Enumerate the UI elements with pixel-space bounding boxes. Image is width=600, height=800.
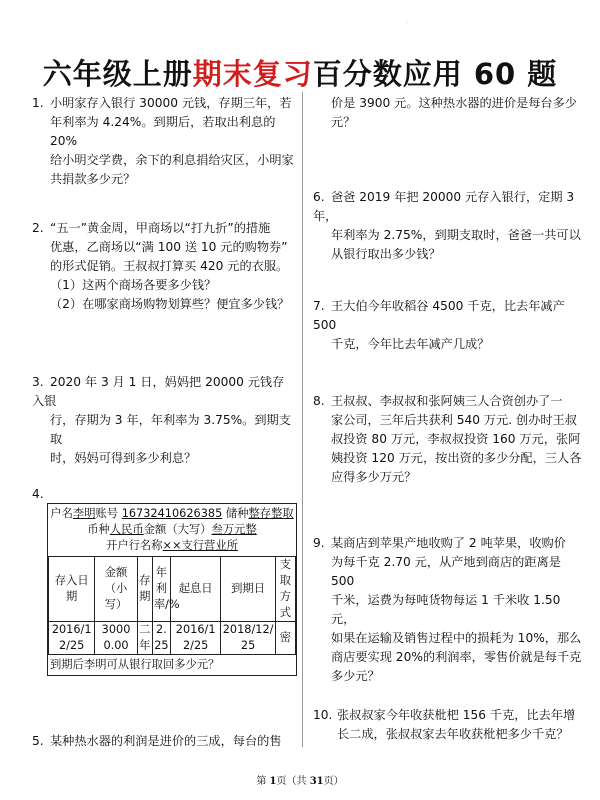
decorative-dot: · xyxy=(406,20,408,27)
currency: 人民币 xyxy=(109,523,144,536)
question-number: 9. xyxy=(313,536,325,550)
question-text: 时，妈妈可得到多少利息？ xyxy=(50,451,197,465)
question-text: “五一”黄金周，甲商场以“打九折”的措施 xyxy=(50,221,271,235)
bank-branch: ××支行营业所 xyxy=(162,539,238,552)
question-text: 年利率为 2.75%，到期支取时，爸爸一共可以 xyxy=(331,228,581,242)
question-number: 7. xyxy=(313,299,325,313)
column-header: 金额（小写） xyxy=(95,557,137,622)
account-holder: 李明 xyxy=(72,507,96,520)
question-number: 6. xyxy=(313,190,325,204)
table-cell: 2016/12/25 xyxy=(170,622,220,655)
question-text: 千米，运费为每吨货物每运 1 千米收 1.50 元， xyxy=(331,593,561,626)
question-text: 到期后李明可从银行取回多少元？ xyxy=(50,658,220,671)
question-5 xyxy=(32,732,294,751)
question-text: 2020 年 3 月 1 日，妈妈把 20000 元钱存入银 xyxy=(32,375,285,408)
question-text: 商店要实现 20%的利润率，零售价就是每千克 xyxy=(331,650,582,664)
table-row xyxy=(49,622,296,655)
question-text: 姨投资 120 万元，按出资的多少分配，三人各 xyxy=(331,451,582,465)
question-text: 张叔叔家今年收获枇杷 156 千克，比去年增 xyxy=(337,708,576,722)
question-text: 应得多少万元？ xyxy=(331,470,417,484)
column-header: 年利率/% xyxy=(152,557,170,622)
question-text: 价是 3900 元。这种热水器的进价是每台多少 xyxy=(331,96,577,110)
amount-uppercase: 叁万元整 xyxy=(211,523,257,536)
deposit-table xyxy=(48,556,296,655)
column-header: 到期日 xyxy=(221,557,275,622)
account-number: 16732410626385 xyxy=(121,507,223,520)
sub-question-1: （1）这两个商场各要多少钱？ xyxy=(50,278,217,292)
question-text: 年利率为 4.24%。到期后，若取出利息的 20% xyxy=(50,115,276,148)
table-cell: 2016/12/25 xyxy=(49,622,95,655)
question-text: 某种热水器的利润是进价的三成，每台的售 xyxy=(50,734,282,748)
sub-question-2: （2）在哪家商场购物划算些？便宜多少钱？ xyxy=(50,297,290,311)
question-text: 的形式促销。王叔叔打算买 420 元的衣服。 xyxy=(50,259,289,273)
page-footer: 第 1页（共 31页） xyxy=(256,776,344,787)
deposit-type: 整存整取 xyxy=(248,507,294,520)
question-text: 爸爸 2019 年把 20000 元存入银行，定期 3 年， xyxy=(313,190,575,223)
question-7 xyxy=(313,297,583,354)
question-text: 家公司，三年后共获利 540 万元. 创办时王叔 xyxy=(331,413,577,427)
title-highlight: 期末复习 xyxy=(192,57,313,91)
table-cell: 2.25 xyxy=(152,622,170,655)
question-text: 小明家存入银行 30000 元钱，存期三年，若 xyxy=(50,96,292,110)
question-text: 王叔叔、李叔叔和张阿姨三人合资创办了一 xyxy=(331,394,563,408)
question-text: 长二成，张叔叔家去年收获枇杷多少千克？ xyxy=(337,727,569,741)
question-8 xyxy=(313,392,583,487)
table-cell: 2018/12/25 xyxy=(221,622,275,655)
deposit-receipt xyxy=(47,503,297,676)
question-number: 8. xyxy=(313,394,325,408)
question-text: 某商店到苹果产地收购了 2 吨苹果，收购价 xyxy=(331,536,566,550)
table-cell: 30000.00 xyxy=(95,622,137,655)
question-number: 1. xyxy=(32,96,44,110)
question-text: 如果在运输及销售过程中的损耗为 10%，那么 xyxy=(331,631,582,645)
question-text: 叔投资 80 万元，李叔叔投资 160 万元，张阿 xyxy=(331,432,581,446)
column-header: 起息日 xyxy=(170,557,220,622)
total-pages: 31 xyxy=(309,776,324,787)
question-text: 给小明交学费，余下的利息捐给灾区，小明家 xyxy=(50,153,294,167)
page-title xyxy=(0,52,600,93)
question-5-continued xyxy=(313,94,583,132)
current-page: 1 xyxy=(269,776,277,787)
question-text: 从银行取出多少钱？ xyxy=(331,247,441,261)
column-header: 存入日期 xyxy=(49,557,95,622)
question-text: 共捐款多少元？ xyxy=(50,172,136,186)
table-header-row xyxy=(49,557,296,622)
question-number: 4. xyxy=(32,487,44,501)
title-part1: 六年级上册 xyxy=(42,57,193,91)
title-part2: 百分数应用 60 题 xyxy=(312,57,558,91)
receipt-header: 户名李明账号 16732410626385 储种整存整取 币种人民币金额（大写）叁万元整 开户行名称××支行营业所 xyxy=(50,507,294,552)
question-2 xyxy=(32,219,294,314)
question-text: 为每千克 2.70 元，从产地到商店的距离是 500 xyxy=(331,555,561,588)
column-divider xyxy=(302,92,303,747)
table-cell: 二年 xyxy=(137,622,152,655)
question-4-number xyxy=(32,485,294,504)
question-number: 10. xyxy=(313,708,333,722)
question-text: 元？ xyxy=(331,115,356,129)
question-6 xyxy=(313,188,583,264)
question-number: 3. xyxy=(32,375,44,389)
column-header: 存期 xyxy=(137,557,152,622)
question-text: 千克，今年比去年减产几成？ xyxy=(331,337,490,351)
question-number: 5. xyxy=(32,734,44,748)
question-9 xyxy=(313,534,583,686)
question-number: 2. xyxy=(32,221,44,235)
question-text: 优惠，乙商场以“满 100 送 10 元的购物券” xyxy=(50,240,288,254)
question-text: 王大伯今年收稻谷 4500 千克，比去年减产 500 xyxy=(313,299,565,332)
question-3 xyxy=(32,373,294,468)
table-cell: 密 xyxy=(275,622,295,655)
question-text: 行，存期为 3 年，年利率为 3.75%。到期支取 xyxy=(50,413,291,446)
question-1 xyxy=(32,94,294,189)
column-header: 支取方式 xyxy=(275,557,295,622)
question-10 xyxy=(313,706,583,744)
question-text: 多少元？ xyxy=(331,669,380,683)
